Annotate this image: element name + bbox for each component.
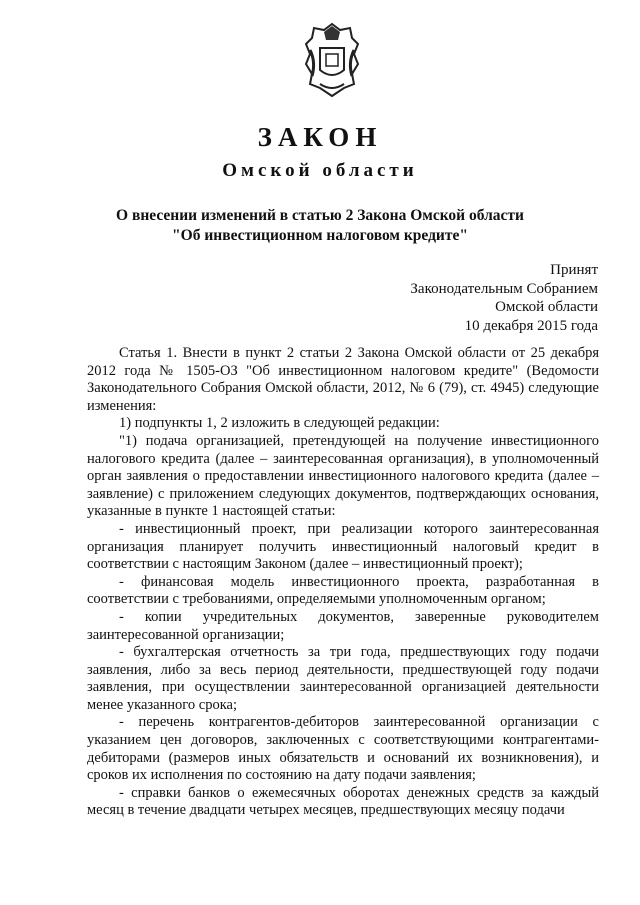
clause-item: "1) подача организацией, претендующей на получение инвестиционного налогового кредита (далее – заинтересованная организация), в уполномоченный орган заявления о предоставлении инвестиционного налогового кредита (далее – заявление) с приложением следующих документов, подтверждающих основания, указанные в пункте 1 настоящей статьи:: [87, 432, 599, 520]
coat-of-arms-icon: [300, 22, 364, 98]
adoption-line-3: Омской области: [495, 299, 598, 315]
document-list-item: - перечень контрагентов-дебиторов заинтересованной организации с указанием цен договоров, заключенных с соответствующими контрагентами-дебиторами (размеров иных обязательств и оснований их возникновения), и сроков их исполнения по состоянию на дату подачи заявления;: [87, 714, 599, 784]
subject-line-2: "Об инвестиционном налоговом кредите": [172, 227, 468, 244]
subject-line-1: О внесении изменений в статью 2 Закона Омской области: [116, 207, 524, 224]
adoption-date: 10 декабря 2015 года: [464, 317, 598, 334]
law-subject: [0, 206, 640, 246]
law-body: [87, 345, 599, 820]
document-list-item: - инвестиционный проект, при реализации которого заинтересованная организация планирует получить инвестиционный налоговый кредит в соответствии с настоящим Законом (далее – инвестиционный проект);: [87, 520, 599, 573]
article-1-intro: Статья 1. Внести в пункт 2 статьи 2 Закона Омской области от 25 декабря 2012 года № 1505-ОЗ "Об инвестиционном налоговом кредите" (Ведомости Законодательного Собрания Омской области, 2012, № 6 (79), ст. 4945) следующие изменения:: [87, 345, 599, 414]
document-list-item: - финансовая модель инвестиционного проекта, разработанная в соответствии с требованиями, определяемыми уполномоченным органом;: [87, 573, 599, 608]
adoption-line-1: Принят: [550, 262, 598, 278]
region-name: Омской области: [222, 160, 418, 181]
document-title: ЗАКОН: [257, 122, 383, 152]
adoption-line-2: Законодательным Собранием: [410, 280, 598, 297]
adoption-block: [410, 261, 598, 335]
document-list-item: - бухгалтерская отчетность за три года, предшествующих году подачи заявления, либо за весь период деятельности, предшествующей году подачи заявления, при осуществлении заинтересованной организацией деятельности менее указанного срока;: [87, 644, 599, 713]
clause-item: 1) подпункты 1, 2 изложить в следующей редакции:: [119, 415, 440, 432]
document-list-item: - справки банков о ежемесячных оборотах денежных средств за каждый месяц в течение двадцати четырех месяцев, предшествующих месяцу подачи: [87, 784, 599, 819]
document-list-item: - копии учредительных документов, заверенные руководителем заинтересованной организации;: [87, 608, 599, 643]
